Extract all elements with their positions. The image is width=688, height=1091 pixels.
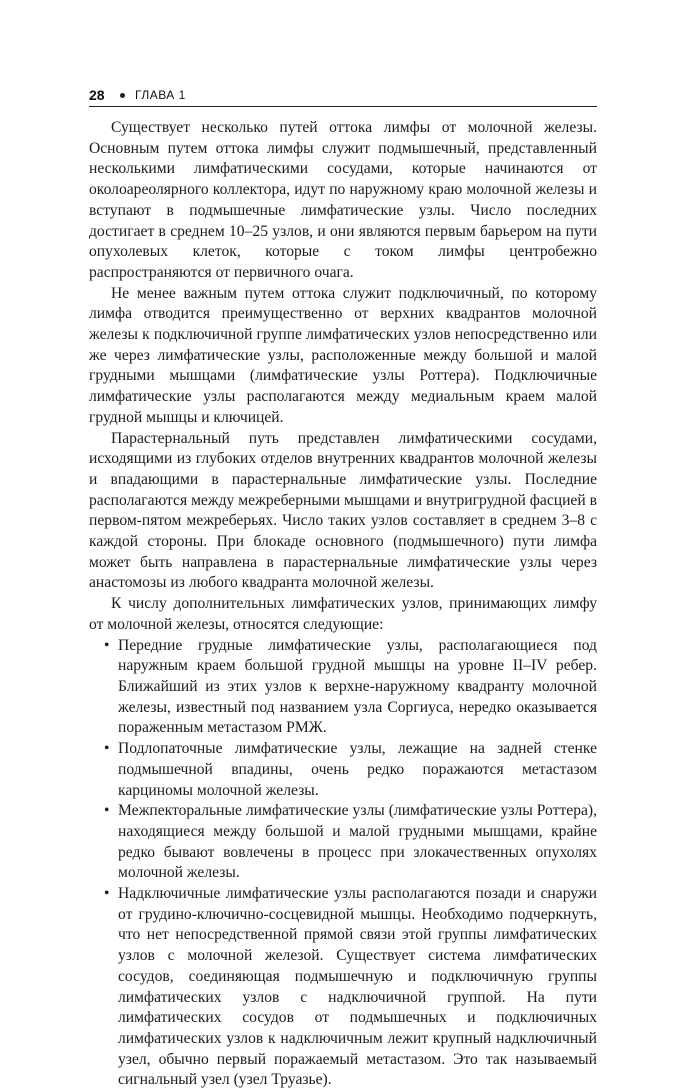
chapter-title: ГЛАВА 1: [135, 88, 186, 102]
paragraph: Существует несколько путей оттока лимфы от молочной железы. Основным путем оттока лимфы служит подмышечный, представленный несколькими лимфатическими сосудами, которые начинаются от околоареолярного коллектора, идут по наружному краю молочной железы и вступают в подмышечные лимфатические узлы. Число последних достигает в среднем 10–25 узлов, и они являются первым барьером на пути опухолевых клеток, которые с током лимфы центробежно распространяются от первичного очага.: [89, 119, 597, 281]
bullet-marker: •: [104, 885, 110, 903]
list-item-text: Межпекторальные лимфатические узлы (лимфатические узлы Роттера), находящиеся между большой и малой грудными мышцами, крайне редко бывают вовлечены в процесс при злокачественных опухолях молочной железы.: [118, 802, 597, 882]
bullet-marker: •: [104, 802, 110, 820]
bullet-marker: •: [104, 636, 110, 654]
list-item: [104, 884, 597, 1091]
page-number: 28: [89, 87, 105, 103]
list-item-text: Передние грудные лимфатические узлы, располагающиеся под наружным краем большой грудной мышцы на уровне II–IV ребер. Ближайший из этих узлов к верхне-наружному квадранту молочной железы, известный под названием узла Соргиуса, нередко оказывается пораженным метастазом РМЖ.: [118, 636, 597, 737]
header-bullet-dot: [120, 93, 125, 98]
bullet-list: [89, 636, 597, 1091]
paragraph: К числу дополнительных лимфатических узлов, принимающих лимфу от молочной железы, относятся следующие:: [89, 595, 597, 633]
list-item: [104, 739, 597, 801]
running-header: [89, 86, 597, 107]
main-text: [89, 118, 597, 1091]
bullet-marker: •: [104, 740, 110, 758]
list-item-text: Надключичные лимфатические узлы располагаются позади и снаружи от грудино-ключично-сосцевидной мышцы. Необходимо подчеркнуть, что нет непосредственной прямой связи этой группы лимфатических узлов с молочной железой. Существует система лимфатических сосудов, соединяющая подмышечную и подключичную группы лимфатических узлов с надключичной группой. На пути лимфатических сосудов от подмышечных и подключичных лимфатических узлов к надключичным лежит крупный надключичный узел, обычно первый поражаемый метастазом. Это так называемый сигнальный узел (узел Труазье).: [118, 885, 597, 1089]
list-item: [104, 636, 597, 740]
list-item: [104, 801, 597, 884]
list-item-text: Подлопаточные лимфатические узлы, лежащие на задней стенке подмышечной впадины, очень редко поражаются метастазом карциномы молочной железы.: [118, 740, 597, 799]
paragraph: Парастернальный путь представлен лимфатическими сосудами, исходящими из глубоких отделов внутренних квадрантов молочной железы и впадающими в парастернальные лимфатические узлы. Последние располагаются между межреберными мышцами и внутригрудной фасцией в первом-пятом межреберьях. Число таких узлов составляет в среднем 3–8 с каждой стороны. При блокаде основного (подмышечного) пути лимфа может быть направлена в парастернальные лимфатические узлы через анастомозы из любого квадранта молочной железы.: [89, 429, 597, 592]
paragraph: Не менее важным путем оттока служит подключичный, по которому лимфа отводится преимущественно от верхних квадрантов молочной железы к подключичной группе лимфатических узлов непосредственно или же через лимфатические узлы, расположенные между большой и малой грудными мышцами (лимфатические узлы Роттера). Подключичные лимфатические узлы располагаются между медиальным краем малой грудной мышцы и ключицей.: [89, 284, 597, 426]
